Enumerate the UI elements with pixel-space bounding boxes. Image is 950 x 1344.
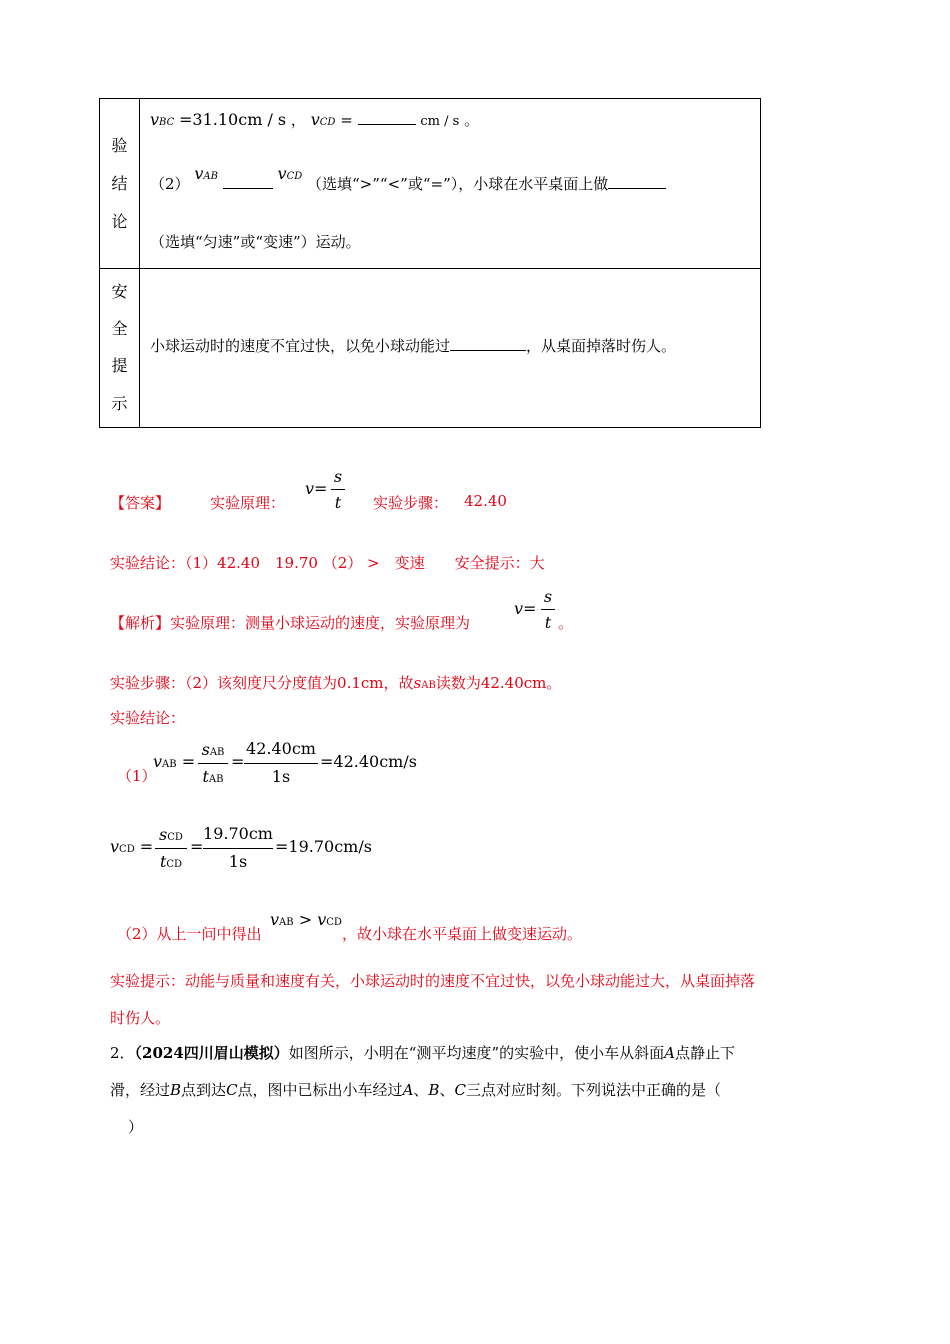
v-bc-symbol: v xyxy=(150,110,160,129)
fraction-bar xyxy=(203,848,273,849)
unit-text: cm / s xyxy=(420,114,460,129)
tip-line-2: 时伤人。 xyxy=(110,1009,171,1027)
formula-denominator: t xyxy=(334,493,342,512)
v-ab-symbol: v xyxy=(194,164,204,183)
row-label-char: 论 xyxy=(111,212,128,231)
analysis-formula-denominator: t xyxy=(544,613,552,632)
analysis-steps xyxy=(110,672,561,693)
question2-line-3: ） xyxy=(128,1118,144,1136)
question-source: （2024四川眉山模拟） xyxy=(134,1044,289,1062)
analysis-formula-lhs: v= xyxy=(514,599,537,618)
question2-line-2: 滑，经过B点到达C点，图中已标出小车经过A、B、C三点对应时刻。下列说法中正确的是（ xyxy=(110,1081,721,1099)
compare-blank xyxy=(223,187,273,189)
safety-blank xyxy=(450,349,526,351)
eq2-num2: 19.70cm xyxy=(203,824,273,843)
part-number: （2） xyxy=(150,175,190,193)
answer-label: 【答案】 xyxy=(110,494,171,512)
period: 。 xyxy=(464,111,480,129)
eq1-den: tAB xyxy=(202,767,224,786)
eq2-lhs: vCD = xyxy=(110,837,154,856)
v-cd-symbol: v xyxy=(277,164,287,183)
eq1-lhs: vAB = xyxy=(153,752,196,771)
point-c: C xyxy=(226,1081,238,1099)
s-symbol: s xyxy=(413,674,422,692)
eq2-den2: 1s xyxy=(228,852,248,871)
analysis-principle xyxy=(110,612,470,633)
v-bc-value: =31.10cm / s xyxy=(179,110,287,129)
eq2-num: sCD xyxy=(159,825,183,844)
part2-comparison: vAB > vCD xyxy=(270,910,342,929)
fraction-bar xyxy=(331,489,345,490)
separator: ， xyxy=(290,111,306,129)
row-label-char: 验 xyxy=(111,136,128,155)
formula-numerator: s xyxy=(333,467,343,486)
question2-line-1 xyxy=(110,1042,735,1063)
question-text: 点静止下 xyxy=(674,1044,735,1062)
analysis-principle-text: 实验原理：测量小球运动的速度，实验原理为 xyxy=(170,614,471,632)
eq2-den: tCD xyxy=(159,852,183,871)
fraction-bar xyxy=(541,609,555,610)
principle-label: 实验原理： xyxy=(210,494,286,512)
v-ab-subscript: AB xyxy=(203,171,218,182)
v-cd-subscript: CD xyxy=(286,171,303,182)
v-bc-subscript: BC xyxy=(159,117,175,128)
table-row-divider xyxy=(100,268,760,269)
steps-end: 读数为42.40cm。 xyxy=(435,674,562,692)
row-label-char: 全 xyxy=(111,319,128,338)
instruction-text: （选填“>”“<”或“=”），小球在水平桌面上做 xyxy=(307,175,609,193)
row-label-char: 示 xyxy=(111,394,128,413)
eq1-prefix: （1） xyxy=(117,767,157,785)
row-label-char: 安 xyxy=(111,282,128,301)
analysis-label: 【解析】 xyxy=(110,614,171,632)
motion-type-blank xyxy=(608,187,666,189)
fraction-bar xyxy=(244,763,318,764)
analysis-formula-numerator: s xyxy=(543,587,553,606)
equals-sign: = xyxy=(340,111,353,129)
steps-value: 42.40 xyxy=(464,492,507,510)
eq1-den2: 1s xyxy=(271,767,291,786)
conclusion-line-1 xyxy=(150,109,479,130)
analysis-conclusion-label: 实验结论： xyxy=(110,709,186,727)
conclusion-line-3: （选填“匀速”或“变速”）运动。 xyxy=(150,233,361,251)
fraction-bar xyxy=(198,763,228,764)
row-label-char: 提 xyxy=(111,356,128,375)
point-b: B xyxy=(170,1081,182,1099)
question-number: 2． xyxy=(110,1044,135,1062)
eq1-num: sAB xyxy=(201,740,225,759)
eq1-num2: 42.40cm xyxy=(246,739,316,758)
safety-text: 小球运动时的速度不宜过快，以免小球动能过 xyxy=(150,337,451,355)
s-subscript: AB xyxy=(421,680,436,691)
conclusion-line-2 xyxy=(150,164,666,194)
part2-prefix: （2）从上一问中得出 xyxy=(117,925,262,943)
v-cd-subscript: CD xyxy=(319,117,336,128)
steps-text: 实验步骤：（2）该刻度尺分度值为0.1cm，故 xyxy=(110,674,414,692)
analysis-principle-end: 。 xyxy=(558,614,574,632)
v-cd-symbol: v xyxy=(310,110,320,129)
eq1-result: =42.40cm/s xyxy=(320,752,417,771)
eq2-result: =19.70cm/s xyxy=(275,837,372,856)
formula-lhs: v= xyxy=(305,479,328,498)
table-column-divider xyxy=(139,99,140,427)
part2-end: ，故小球在水平桌面上做变速运动。 xyxy=(342,925,583,943)
safety-tip xyxy=(150,335,676,356)
fraction-bar xyxy=(155,848,187,849)
question-text: 如图所示，小明在“测平均速度”的实验中，使小车从斜面 xyxy=(288,1044,665,1062)
experiment-table xyxy=(99,98,761,428)
row-label-char: 结 xyxy=(111,174,128,193)
tip-line-1: 实验提示：动能与质量和速度有关，小球运动时的速度不宜过快，以免小球动能过大，从桌面掉落 xyxy=(110,972,756,990)
equals-sign: = xyxy=(190,837,204,856)
point-a: A xyxy=(664,1044,675,1062)
equals-sign: = xyxy=(231,752,245,771)
answer-conclusion-line: 实验结论：（1）42.40 19.70 （2） > 变速 安全提示：大 xyxy=(110,554,545,572)
steps-label: 实验步骤： xyxy=(373,494,449,512)
answer-blank xyxy=(358,123,416,125)
safety-text-end: ，从桌面掉落时伤人。 xyxy=(526,337,677,355)
